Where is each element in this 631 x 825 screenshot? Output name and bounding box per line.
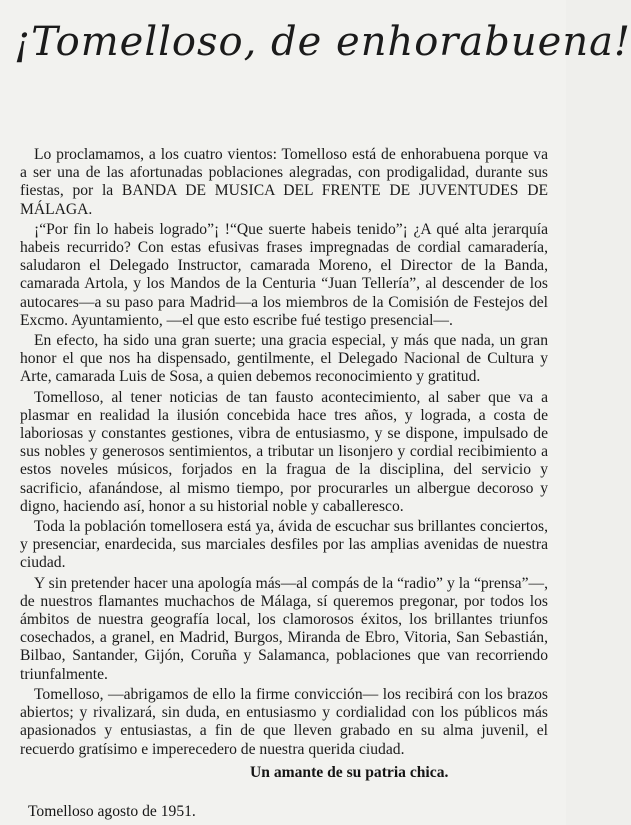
paragraph: Y sin pretender hacer una apología más—al compás de la “radio” y la “prensa”—, de nuestros flamantes muchachos de Málaga, sí queremos pregonar, por todos los ámbitos de nuestra geografía local, los clamorosos éxitos, los brillantes triunfos cosechados, a granel, en Madrid, Burgos, Miranda de Ebro, Vitoria, San Sebastián, Bilbao, Santander, Gijón, Coruña y Salamanca, poblaciones que van recorriendo triunfalmente. (20, 574, 548, 683)
paragraph: En efecto, ha sido una gran suerte; una gracia especial, y más que nada, un gran honor el que nos ha dispensado, gentilmente, el Delegado Nacional de Cultura y Arte, camarada Luis de Sosa, a quien debemos reconocimiento y gratitud. (20, 332, 548, 386)
paragraph: Toda la población tomellosera está ya, ávida de escuchar sus brillantes conciertos, y presenciar, enardecida, sus marciales desfiles por las amplias avenidas de nuestra ciudad. (20, 518, 548, 572)
paragraph: Tomelloso, al tener noticias de tan fausto acontecimiento, al saber que va a plasmar en realidad la ilusión concebida hace tres años, y lograda, a costa de laboriosas y constantes gestiones, vibra de entusiasmo, y se dispone, impulsado de sus nobles y generosos sentimientos, a tributar un lisonjero y cordial recibimiento a estos noveles músicos, forjados en la fragua de la disciplina, del servicio y sacrificio, afanándose, al mismo tiempo, por procurarles un albergue decoroso y digno, haciendo así, honor a su historial noble y caballeresco. (20, 388, 548, 515)
document-title: ¡Tomelloso, de enhorabuena! (14, 19, 631, 65)
paragraph: Tomelloso, —abrigamos de ello la firme convicción— los recibirá con los brazos abiertos; y rivalizará, sin duda, en entusiasmo y cordialidad con los públicos más apasionados y entusiastas, a fin de que lleven grabado en su alma juvenil, el recuerdo gratísimo e imperecedero de nuestra querida ciudad. (20, 685, 548, 758)
dateline: Tomelloso agosto de 1951. (28, 803, 196, 820)
signature: Un amante de su patria chica. (250, 764, 449, 781)
paragraph: Lo proclamamos, a los cuatro vientos: Tomelloso está de enhorabuena porque va a ser una de las afortunadas poblaciones alegradas, con prodigalidad, durante sus fiestas, por la BANDA DE MUSICA DEL FRENTE DE JUVENTUDES DE MÁLAGA. (20, 146, 548, 218)
paragraph: ¡“Por fin lo habeis logrado”¡ !“Que suerte habeis tenido”¡ ¿A qué alta jerarquía habeis recurrido? Con estas efusivas frases impregnadas de cordial camaradería, saludaron el Delegado Instructor, camarada Moreno, el Director de la Banda, camarada Artola, y los Mandos de la Centuria “Juan Tellería”, al descender de los autocares—a su paso para Madrid—a los miembros de la Comisión de Festejos del Excmo. Ayuntamiento, —el que esto escribe fué testigo presencial—. (20, 220, 548, 329)
article-body (20, 146, 548, 761)
